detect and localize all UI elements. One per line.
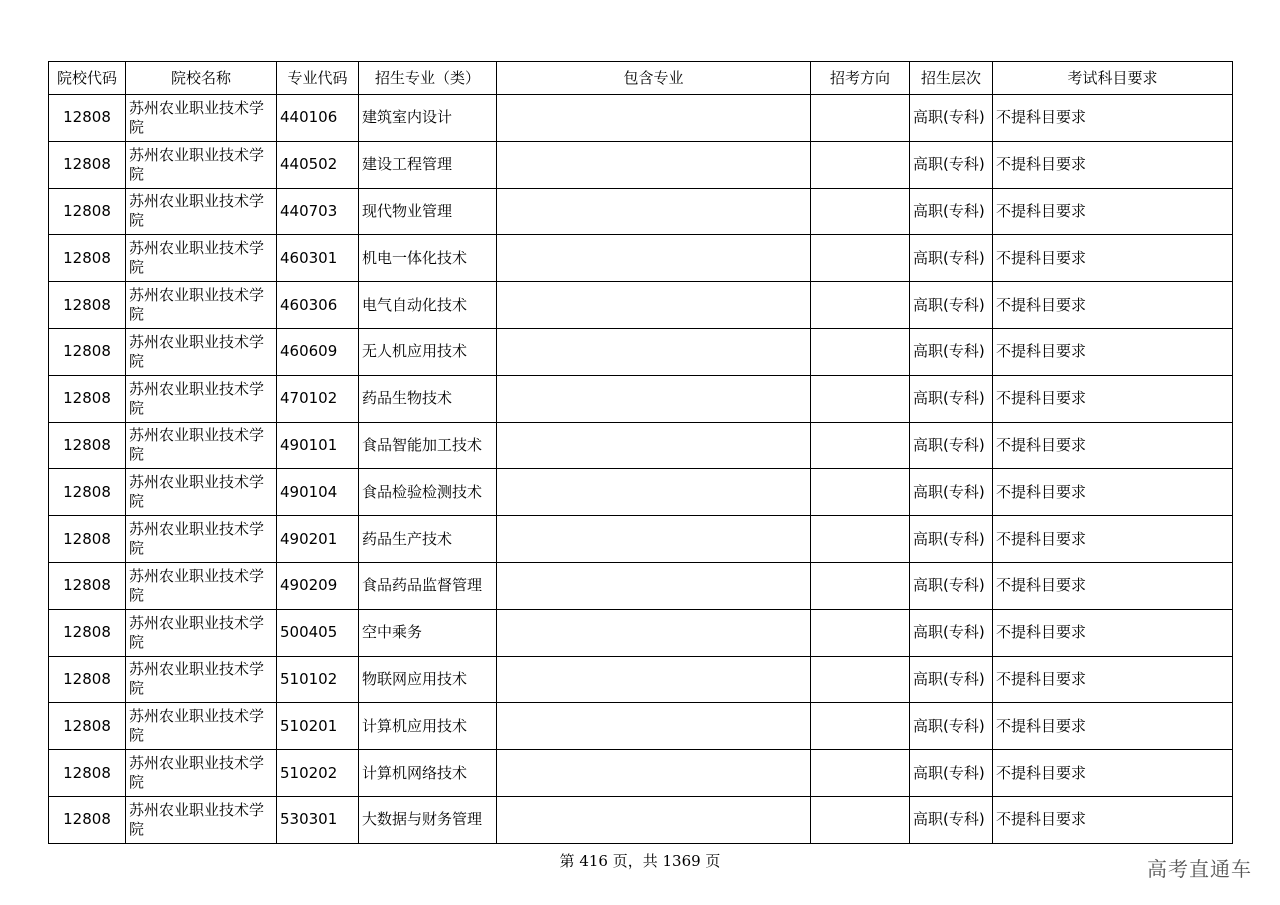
included-majors-cell	[497, 609, 811, 656]
header-row	[49, 62, 1233, 95]
header-school-code: 院校代码	[49, 62, 126, 95]
requirement-cell: 不提科目要求	[993, 422, 1233, 469]
school-code-cell: 12808	[49, 609, 126, 656]
direction-cell	[811, 703, 910, 750]
table-row	[49, 141, 1233, 188]
requirement-cell: 不提科目要求	[993, 141, 1233, 188]
school-name-cell: 苏州农业职业技术学院	[126, 469, 277, 516]
school-name-cell: 苏州农业职业技术学院	[126, 750, 277, 797]
school-code-cell: 12808	[49, 282, 126, 329]
direction-cell	[811, 516, 910, 563]
included-majors-cell	[497, 95, 811, 142]
requirement-cell: 不提科目要求	[993, 282, 1233, 329]
page-number: 第 416 页，共 1369 页	[559, 852, 721, 870]
direction-cell	[811, 609, 910, 656]
school-code-cell: 12808	[49, 516, 126, 563]
school-name-cell: 苏州农业职业技术学院	[126, 609, 277, 656]
table-row	[49, 328, 1233, 375]
major-code-cell: 490104	[277, 469, 359, 516]
school-name-cell: 苏州农业职业技术学院	[126, 328, 277, 375]
direction-cell	[811, 235, 910, 282]
requirement-cell: 不提科目要求	[993, 235, 1233, 282]
major-code-cell: 500405	[277, 609, 359, 656]
school-code-cell: 12808	[49, 656, 126, 703]
direction-cell	[811, 328, 910, 375]
major-code-cell: 490201	[277, 516, 359, 563]
requirement-cell: 不提科目要求	[993, 516, 1233, 563]
direction-cell	[811, 375, 910, 422]
level-cell: 高职(专科)	[910, 328, 993, 375]
table-row	[49, 609, 1233, 656]
major-code-cell: 510202	[277, 750, 359, 797]
requirement-cell: 不提科目要求	[993, 750, 1233, 797]
major-cell: 药品生产技术	[359, 516, 497, 563]
requirement-cell: 不提科目要求	[993, 656, 1233, 703]
school-name-cell: 苏州农业职业技术学院	[126, 188, 277, 235]
major-code-cell: 460301	[277, 235, 359, 282]
header-included-majors: 包含专业	[497, 62, 811, 95]
school-code-cell: 12808	[49, 750, 126, 797]
school-name-cell: 苏州农业职业技术学院	[126, 656, 277, 703]
table-row	[49, 796, 1233, 843]
major-code-cell: 470102	[277, 375, 359, 422]
direction-cell	[811, 188, 910, 235]
level-cell: 高职(专科)	[910, 796, 993, 843]
school-name-cell: 苏州农业职业技术学院	[126, 141, 277, 188]
header-requirement: 考试科目要求	[993, 62, 1233, 95]
school-name-cell: 苏州农业职业技术学院	[126, 282, 277, 329]
level-cell: 高职(专科)	[910, 95, 993, 142]
major-cell: 机电一体化技术	[359, 235, 497, 282]
requirement-cell: 不提科目要求	[993, 562, 1233, 609]
included-majors-cell	[497, 375, 811, 422]
level-cell: 高职(专科)	[910, 188, 993, 235]
school-name-cell: 苏州农业职业技术学院	[126, 422, 277, 469]
table-row	[49, 750, 1233, 797]
school-code-cell: 12808	[49, 95, 126, 142]
header-school-name: 院校名称	[126, 62, 277, 95]
table-row	[49, 282, 1233, 329]
requirement-cell: 不提科目要求	[993, 375, 1233, 422]
header-direction: 招考方向	[811, 62, 910, 95]
major-cell: 大数据与财务管理	[359, 796, 497, 843]
level-cell: 高职(专科)	[910, 141, 993, 188]
major-code-cell: 510201	[277, 703, 359, 750]
included-majors-cell	[497, 703, 811, 750]
major-cell: 计算机应用技术	[359, 703, 497, 750]
admission-table	[48, 61, 1233, 844]
table-row	[49, 422, 1233, 469]
level-cell: 高职(专科)	[910, 422, 993, 469]
level-cell: 高职(专科)	[910, 609, 993, 656]
school-name-cell: 苏州农业职业技术学院	[126, 375, 277, 422]
level-cell: 高职(专科)	[910, 750, 993, 797]
included-majors-cell	[497, 750, 811, 797]
major-cell: 食品药品监督管理	[359, 562, 497, 609]
included-majors-cell	[497, 796, 811, 843]
school-name-cell: 苏州农业职业技术学院	[126, 516, 277, 563]
requirement-cell: 不提科目要求	[993, 609, 1233, 656]
table-row	[49, 95, 1233, 142]
requirement-cell: 不提科目要求	[993, 328, 1233, 375]
included-majors-cell	[497, 656, 811, 703]
requirement-cell: 不提科目要求	[993, 469, 1233, 516]
direction-cell	[811, 95, 910, 142]
requirement-cell: 不提科目要求	[993, 188, 1233, 235]
table-row	[49, 516, 1233, 563]
table-row	[49, 656, 1233, 703]
major-cell: 建设工程管理	[359, 141, 497, 188]
major-code-cell: 460609	[277, 328, 359, 375]
direction-cell	[811, 422, 910, 469]
school-code-cell: 12808	[49, 188, 126, 235]
school-code-cell: 12808	[49, 235, 126, 282]
school-name-cell: 苏州农业职业技术学院	[126, 796, 277, 843]
major-code-cell: 530301	[277, 796, 359, 843]
included-majors-cell	[497, 328, 811, 375]
requirement-cell: 不提科目要求	[993, 95, 1233, 142]
school-code-cell: 12808	[49, 796, 126, 843]
level-cell: 高职(专科)	[910, 656, 993, 703]
level-cell: 高职(专科)	[910, 516, 993, 563]
school-code-cell: 12808	[49, 375, 126, 422]
direction-cell	[811, 141, 910, 188]
major-cell: 电气自动化技术	[359, 282, 497, 329]
level-cell: 高职(专科)	[910, 703, 993, 750]
header-level: 招生层次	[910, 62, 993, 95]
direction-cell	[811, 750, 910, 797]
major-code-cell: 490101	[277, 422, 359, 469]
table-row	[49, 562, 1233, 609]
level-cell: 高职(专科)	[910, 282, 993, 329]
table-row	[49, 469, 1233, 516]
school-code-cell: 12808	[49, 469, 126, 516]
watermark-logo: 高考直通车	[1147, 857, 1252, 881]
school-code-cell: 12808	[49, 141, 126, 188]
table-row	[49, 375, 1233, 422]
school-code-cell: 12808	[49, 703, 126, 750]
included-majors-cell	[497, 469, 811, 516]
requirement-cell: 不提科目要求	[993, 703, 1233, 750]
major-cell: 现代物业管理	[359, 188, 497, 235]
included-majors-cell	[497, 188, 811, 235]
table-row	[49, 235, 1233, 282]
level-cell: 高职(专科)	[910, 235, 993, 282]
major-cell: 建筑室内设计	[359, 95, 497, 142]
direction-cell	[811, 469, 910, 516]
requirement-cell: 不提科目要求	[993, 796, 1233, 843]
included-majors-cell	[497, 282, 811, 329]
level-cell: 高职(专科)	[910, 562, 993, 609]
major-code-cell: 460306	[277, 282, 359, 329]
major-code-cell: 510102	[277, 656, 359, 703]
major-cell: 计算机网络技术	[359, 750, 497, 797]
school-name-cell: 苏州农业职业技术学院	[126, 235, 277, 282]
direction-cell	[811, 282, 910, 329]
table-row	[49, 188, 1233, 235]
level-cell: 高职(专科)	[910, 375, 993, 422]
included-majors-cell	[497, 235, 811, 282]
school-code-cell: 12808	[49, 422, 126, 469]
level-cell: 高职(专科)	[910, 469, 993, 516]
school-name-cell: 苏州农业职业技术学院	[126, 95, 277, 142]
major-cell: 空中乘务	[359, 609, 497, 656]
major-code-cell: 440703	[277, 188, 359, 235]
major-code-cell: 440106	[277, 95, 359, 142]
major-cell: 食品智能加工技术	[359, 422, 497, 469]
major-code-cell: 440502	[277, 141, 359, 188]
direction-cell	[811, 656, 910, 703]
included-majors-cell	[497, 562, 811, 609]
major-cell: 食品检验检测技术	[359, 469, 497, 516]
major-cell: 无人机应用技术	[359, 328, 497, 375]
school-code-cell: 12808	[49, 562, 126, 609]
direction-cell	[811, 562, 910, 609]
direction-cell	[811, 796, 910, 843]
major-code-cell: 490209	[277, 562, 359, 609]
major-cell: 药品生物技术	[359, 375, 497, 422]
major-cell: 物联网应用技术	[359, 656, 497, 703]
table-row	[49, 703, 1233, 750]
school-name-cell: 苏州农业职业技术学院	[126, 562, 277, 609]
school-name-cell: 苏州农业职业技术学院	[126, 703, 277, 750]
included-majors-cell	[497, 422, 811, 469]
included-majors-cell	[497, 141, 811, 188]
school-code-cell: 12808	[49, 328, 126, 375]
header-major: 招生专业（类）	[359, 62, 497, 95]
included-majors-cell	[497, 516, 811, 563]
header-major-code: 专业代码	[277, 62, 359, 95]
